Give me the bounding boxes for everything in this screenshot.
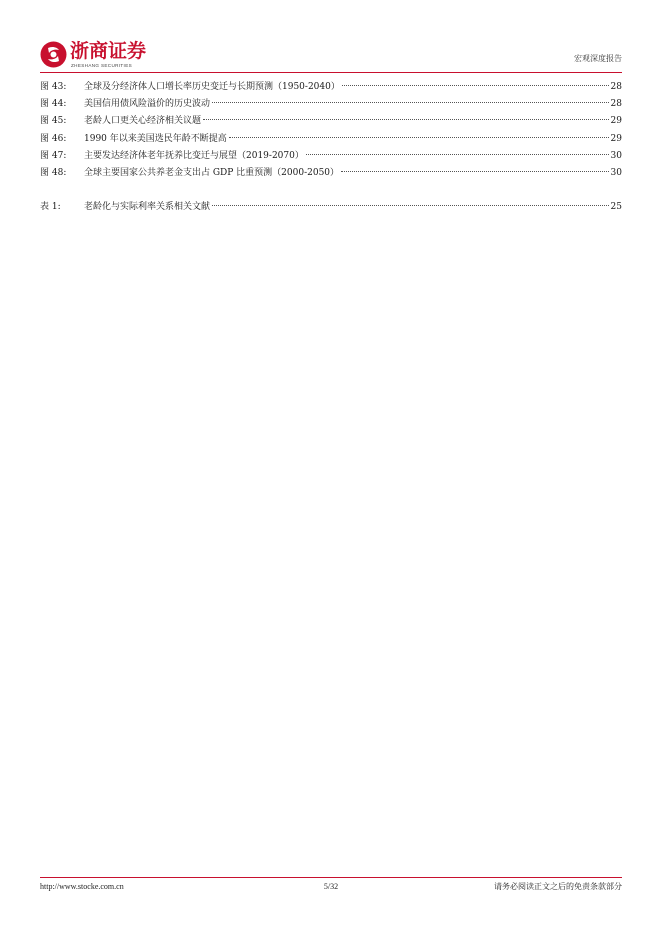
toc-title: 1990 年以来美国选民年龄不断提高	[84, 133, 227, 144]
toc-title: 主要发达经济体老年抚养比变迁与展望（2019-2070）	[84, 150, 304, 161]
toc-entry-figure-43[interactable]	[40, 79, 622, 96]
toc-title: 老龄化与实际利率关系相关文献	[84, 202, 211, 213]
toc-page-number: 30	[610, 167, 622, 178]
toc-entry-table-1[interactable]	[40, 199, 622, 216]
toc-leader-dots	[229, 137, 609, 138]
toc-page-number: 28	[610, 82, 622, 92]
toc-page-number: 30	[610, 150, 622, 161]
toc-label: 图 46:	[40, 133, 67, 144]
toc-page-number: 29	[610, 133, 622, 144]
toc-label: 图 45:	[40, 116, 67, 127]
report-type: 宏观深度报告	[574, 54, 622, 63]
header-divider	[40, 72, 622, 73]
page-header	[40, 40, 622, 73]
toc-page-number: 29	[610, 116, 622, 127]
page-footer	[40, 881, 622, 893]
toc-entry-figure-47[interactable]	[40, 148, 622, 165]
toc-label: 表 1:	[40, 202, 61, 213]
toc-section-gap	[40, 182, 622, 199]
toc-entry-figure-46[interactable]	[40, 131, 622, 148]
toc-title: 全球主要国家公共养老金支出占 GDP 比重预测（2000-2050）	[84, 167, 340, 178]
toc-list	[40, 79, 622, 216]
company-logo	[40, 40, 180, 73]
toc-title: 全球及分经济体人口增长率历史变迁与长期预测（1950-2040）	[84, 82, 340, 92]
toc-leader-dots	[212, 205, 609, 206]
toc-entry-figure-44[interactable]	[40, 96, 622, 113]
toc-page-number: 25	[610, 202, 622, 213]
website-link[interactable]: http://www.stocke.com.cn	[40, 882, 124, 891]
zheshang-logo-icon	[40, 41, 67, 68]
footer-divider	[40, 877, 622, 878]
toc-entry-figure-48[interactable]	[40, 165, 622, 182]
toc-leader-dots	[203, 119, 609, 120]
logo-text-cn: 浙商证券	[70, 40, 147, 62]
page-number: 5/32	[323, 882, 339, 891]
toc-leader-dots	[341, 171, 609, 172]
toc-entry-figure-45[interactable]	[40, 113, 622, 130]
toc-title: 老龄人口更关心经济相关议题	[84, 116, 202, 127]
toc-label: 图 44:	[40, 99, 67, 110]
toc-leader-dots	[306, 154, 609, 155]
toc-leader-dots	[342, 85, 609, 86]
toc-leader-dots	[212, 102, 609, 103]
disclaimer-text: 请务必阅读正文之后的免责条款部分	[494, 882, 622, 891]
toc-label: 图 43:	[40, 82, 67, 92]
toc-label: 图 48:	[40, 167, 67, 178]
toc-page-number: 28	[610, 99, 622, 110]
logo-text-en: ZHESHANG SECURITIES	[71, 63, 133, 68]
toc-label: 图 47:	[40, 150, 67, 161]
toc-title: 美国信用债风险溢价的历史波动	[84, 99, 211, 110]
